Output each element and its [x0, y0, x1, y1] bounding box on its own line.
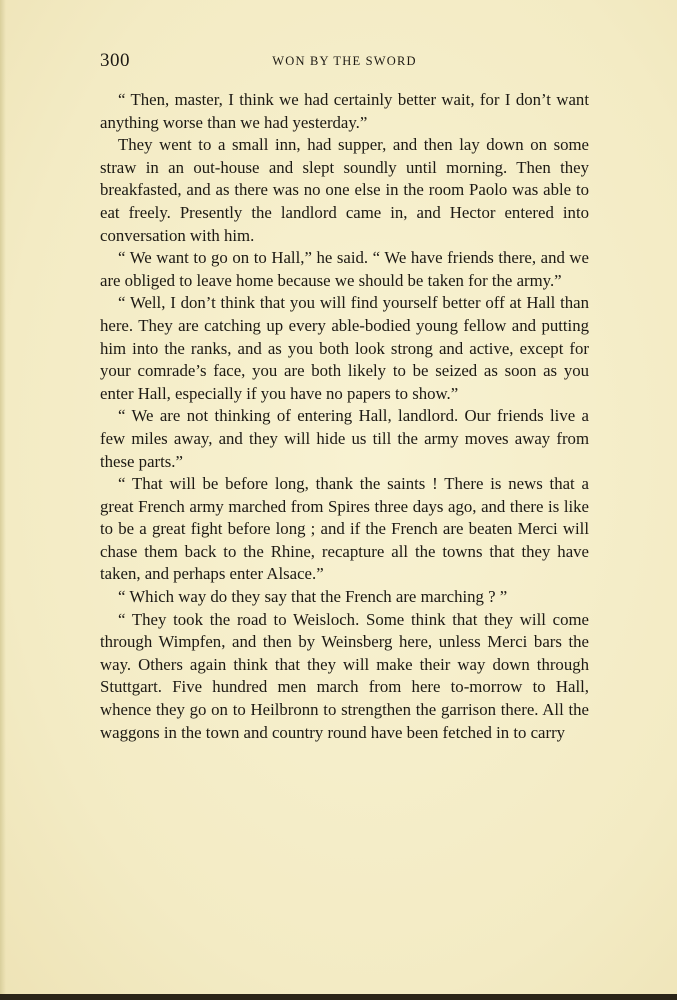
- paragraph: “ We are not thinking of entering Hall, landlord. Our friends live a few miles away, and they will hide us till the army moves away from these parts.”: [100, 406, 589, 471]
- body-text: [100, 89, 589, 744]
- paragraph: “ Well, I don’t think that you will find yourself better off at Hall than here. They are catching up every able-bodied young fellow and putting him into the ranks, and as you both look strong and active, except for your comrade’s face, you are both likely to be seized as soon as you enter Hall, especially if you have no papers to show.”: [100, 293, 589, 403]
- paragraph: They went to a small inn, had supper, and then lay down on some straw in an out-house and slept soundly until morning. Then they breakfasted, and as there was no one else in the room Paolo was able to eat freely. Presently the landlord came in, and Hector entered into conversation with him.: [100, 135, 589, 245]
- paragraph: “ We want to go on to Hall,” he said. “ We have friends there, and we are obliged to leave home because we should be taken for the army.”: [100, 248, 589, 290]
- page-number: 300: [100, 50, 130, 71]
- page-header: [100, 50, 589, 74]
- paragraph: “ Then, master, I think we had certainly better wait, for I don’t want anything worse than we had yesterday.”: [100, 90, 589, 132]
- paragraph: “ That will be before long, thank the saints ! There is news that a great French army marched from Spires three days ago, and there is like to be a great fight before long ; and if the French are beaten Merci will chase them back to the Rhine, recapture all the towns that they have taken, and perhaps enter Alsace.”: [100, 474, 589, 584]
- paragraph: “ They took the road to Weisloch. Some think that they will come through Wimpfen, and then by Weinsberg here, unless Merci bars the way. Others again think that they will make their way down through Stuttgart. Five hundred men march from here to-morrow to Hall, whence they go on to Heilbronn to strengthen the garrison there. All the waggons in the town and country round have been fetched in to carry: [100, 609, 589, 742]
- page-left-edge: [0, 0, 6, 1000]
- paragraph: “ Which way do they say that the French are marching ? ”: [118, 587, 508, 607]
- running-title: WON BY THE SWORD: [272, 54, 417, 68]
- page-bottom-edge: [0, 994, 677, 1000]
